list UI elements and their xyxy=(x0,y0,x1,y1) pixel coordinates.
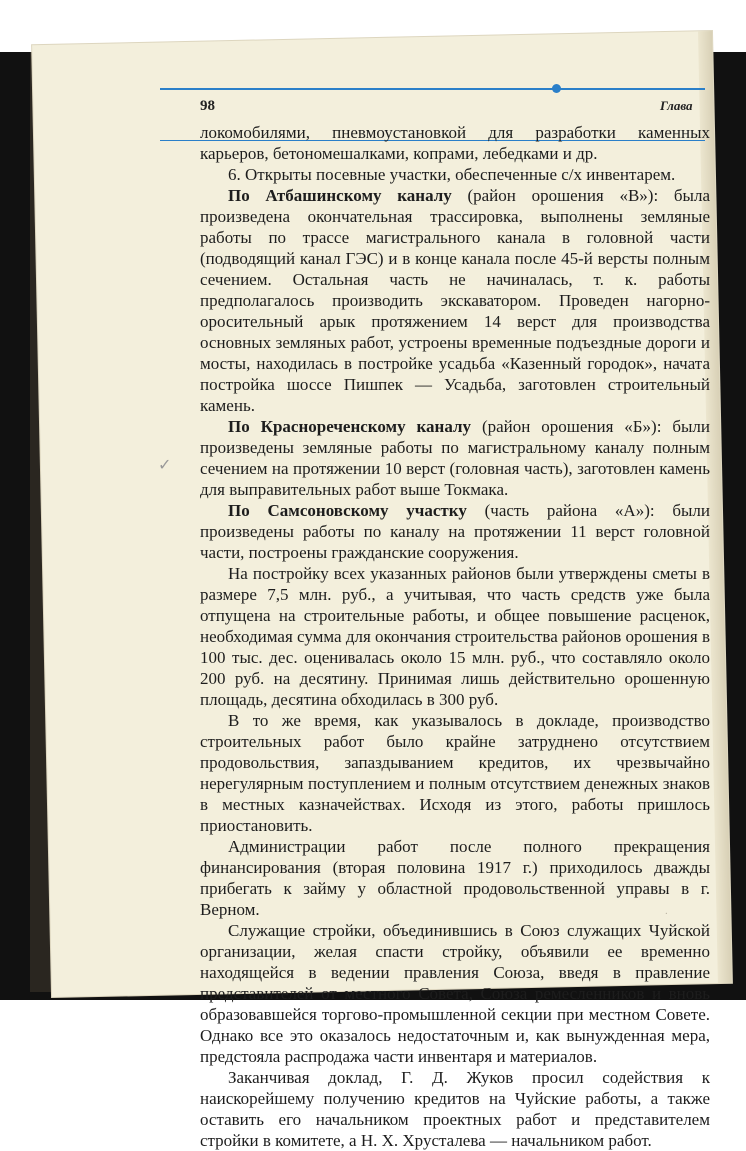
body-text xyxy=(200,122,710,1151)
paragraph xyxy=(200,710,710,836)
running-header xyxy=(160,58,705,114)
paragraph xyxy=(200,836,710,920)
bold-heading-run: По Краснореченскому каналу xyxy=(228,417,472,436)
text-run: Служащие стройки, объединившись в Союз служащих Чуйской организации, желая спасти стройку, объявили ее временно находящейся в ведении правления Союза, введя в правление представителей от местного Совета, Союза ремесленников и вновь образовавшейся торгово-промышленной секции при местном Совете. Однако все это оказалось недостаточным и, как вынужденная мера, предстояла распродажа части инвентаря и материалов. xyxy=(200,921,710,1066)
paragraph xyxy=(200,185,710,416)
text-run: (район орошения «В»): была произведена окончательная трассировка, выполнены земляные работы по трассе магистрального канала в головной части (подводящий канал ГЭС) и в конце канала после 45-й версты полным сечением. Остальная часть не начиналась, т. к. работы предполагалось производить экскаватором. Проведен нагорно-оросительный арык протяжением 14 верст для производства основных земляных работ, устроены временные подъездные дороги и мосты, находилась в постройке усадьба «Казенный городок», начата постройка шоссе Пишпек — Усадьба, заготовлен строительный камень. xyxy=(200,186,710,415)
paragraph xyxy=(200,164,710,185)
text-run: (часть района «А»): были произведены работы по каналу на протяжении 11 верст головной части, построены гражданские сооружения. xyxy=(200,501,711,562)
paragraph xyxy=(200,1067,710,1151)
paragraph xyxy=(200,416,710,500)
paragraph xyxy=(200,563,710,710)
text-run: Администрации работ после полного прекращения финансирования (вторая половина 1917 г.) приходилось дважды прибегать к займу у областной продовольственной управы в г. Верном. xyxy=(200,837,710,919)
text-run: В то же время, как указывалось в докладе, производство строительных работ было крайне затруднено отсутствием продовольствия, запаздыванием кредитов, их чрезвычайно нерегулярным поступлением и полным отсутствием денежных знаков в местных казначействах. Исходя из этого, работы пришлось приостановить. xyxy=(200,711,710,835)
text-run: 6. Открыты посевные участки, обеспеченные с/х инвентарем. xyxy=(228,165,676,184)
text-run: локомобилями, пневмоустановкой для разработки каменных карьеров, бетономешалками, копрами, лебедками и др. xyxy=(200,123,710,163)
paragraph xyxy=(200,122,710,164)
paragraph xyxy=(200,500,710,563)
bold-heading-run: По Самсоновскому участку xyxy=(228,501,467,520)
text-run: Заканчивая доклад, Г. Д. Жуков просил содействия к наискорейшему получению кредитов на Чуйские работы, а также оставить его начальником проектных работ и представителем стройки в комитете, а Н. Х. Хрусталева — начальником работ. xyxy=(200,1068,710,1150)
text-run: На постройку всех указанных районов были утверждены сметы в размере 7,5 млн. руб., а учитывая, что часть средств уже была отпущена на строительные работы, и общее повышение расценок, необходимая сумма для окончания строительства районов орошения в 100 тыс. дес. оценивалась около 15 млн. руб., что составляло около 200 руб. на десятину. Принимая лишь действительно орошенную площадь, десятина обходилась в 300 руб. xyxy=(200,564,710,709)
faint-bleedthrough: . xyxy=(665,905,668,917)
bold-heading-run: По Атбашинскому каналу xyxy=(228,186,452,205)
pencil-check-mark: ✓ xyxy=(158,457,172,474)
header-rule-dot xyxy=(552,84,561,93)
chapter-label: Глава xyxy=(660,98,693,113)
page-number: 98 xyxy=(200,98,215,114)
text-run: (район орошения «Б»): были произведены земляные работы по магистральному каналу полным сечением на протяжении 10 верст (головная часть), заготовлен камень для выправительных работ выше Токмака. xyxy=(200,417,710,499)
paragraph xyxy=(200,920,710,1067)
header-rule-top xyxy=(160,88,705,90)
